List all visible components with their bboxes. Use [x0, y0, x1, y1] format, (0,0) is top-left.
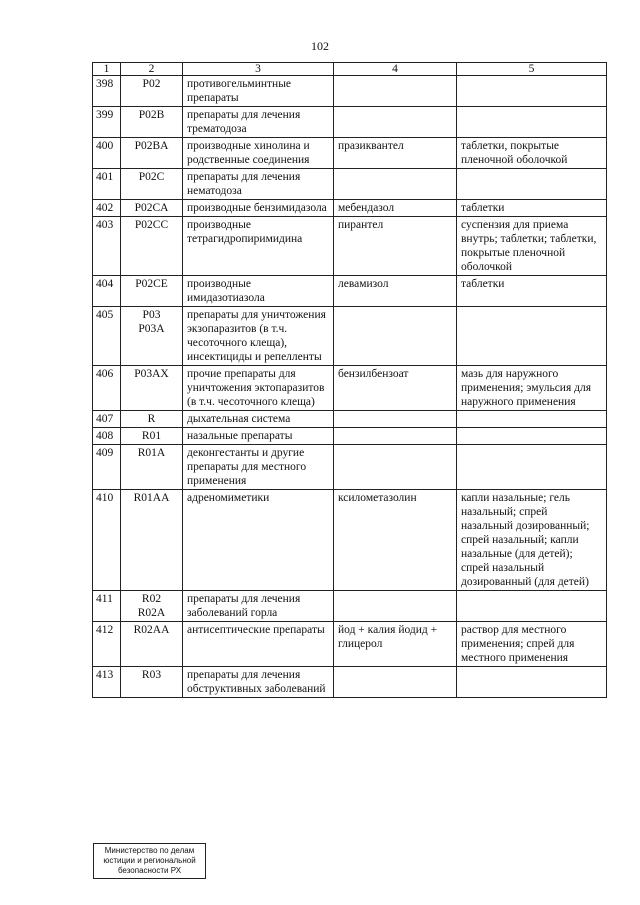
- row-number: 406: [93, 366, 121, 411]
- dosage-form: [457, 428, 607, 445]
- atc-code: R01A: [121, 445, 183, 490]
- table-row: [93, 411, 607, 428]
- row-number: 399: [93, 107, 121, 138]
- drug-name: [334, 591, 457, 622]
- col-header-4: 4: [334, 63, 457, 76]
- dosage-form: [457, 591, 607, 622]
- row-number: 403: [93, 217, 121, 276]
- atc-code: P02CC: [121, 217, 183, 276]
- drug-name: йод + калия йодид + глицерол: [334, 622, 457, 667]
- col-header-1: 1: [93, 63, 121, 76]
- drug-name: левамизол: [334, 276, 457, 307]
- table-row: [93, 490, 607, 591]
- drug-name: бензилбензоат: [334, 366, 457, 411]
- table-row: [93, 169, 607, 200]
- anatomical-group: препараты для лечения трематодоза: [183, 107, 334, 138]
- col-header-5: 5: [457, 63, 607, 76]
- anatomical-group: производные тетрагидропиримидина: [183, 217, 334, 276]
- row-number: 408: [93, 428, 121, 445]
- dosage-form: [457, 445, 607, 490]
- anatomical-group: препараты для лечения нематодоза: [183, 169, 334, 200]
- anatomical-group: деконгестанты и другие препараты для местного применения: [183, 445, 334, 490]
- table-row: [93, 217, 607, 276]
- drug-table: [92, 62, 607, 698]
- anatomical-group: производные бензимидазола: [183, 200, 334, 217]
- table-row: [93, 76, 607, 107]
- dosage-form: таблетки: [457, 200, 607, 217]
- drug-name: [334, 107, 457, 138]
- atc-code: P02BA: [121, 138, 183, 169]
- stamp-line: безопасности РХ: [117, 866, 182, 875]
- dosage-form: [457, 667, 607, 698]
- dosage-form: таблетки: [457, 276, 607, 307]
- dosage-form: мазь для наружного применения; эмульсия для наружного применения: [457, 366, 607, 411]
- table-header-row: [93, 63, 607, 76]
- row-number: 405: [93, 307, 121, 366]
- atc-code: R02 R02A: [121, 591, 183, 622]
- dosage-form: [457, 411, 607, 428]
- drug-name: [334, 428, 457, 445]
- dosage-form: суспензия для приема внутрь; таблетки; таблетки, покрытые пленочной оболочкой: [457, 217, 607, 276]
- table-row: [93, 445, 607, 490]
- col-header-3: 3: [183, 63, 334, 76]
- anatomical-group: производные имидазотиазола: [183, 276, 334, 307]
- atc-code: P02C: [121, 169, 183, 200]
- drug-name: [334, 445, 457, 490]
- row-number: 410: [93, 490, 121, 591]
- atc-code: P02CE: [121, 276, 183, 307]
- dosage-form: капли назальные; гель назальный; спрей назальный дозированный; спрей назальный; капли назальные (для детей); спрей назальный дозированный (для детей): [457, 490, 607, 591]
- drug-name: празиквантел: [334, 138, 457, 169]
- table-row: [93, 107, 607, 138]
- drug-name: мебендазол: [334, 200, 457, 217]
- dosage-form: [457, 76, 607, 107]
- atc-code: P02: [121, 76, 183, 107]
- table-row: [93, 307, 607, 366]
- anatomical-group: производные хинолина и родственные соединения: [183, 138, 334, 169]
- drug-name: [334, 667, 457, 698]
- row-number: 398: [93, 76, 121, 107]
- atc-code: R03: [121, 667, 183, 698]
- anatomical-group: дыхательная система: [183, 411, 334, 428]
- dosage-form: [457, 107, 607, 138]
- anatomical-group: антисептические препараты: [183, 622, 334, 667]
- table-row: [93, 276, 607, 307]
- dosage-form: [457, 307, 607, 366]
- row-number: 407: [93, 411, 121, 428]
- dosage-form: [457, 169, 607, 200]
- row-number: 409: [93, 445, 121, 490]
- drug-name: [334, 307, 457, 366]
- stamp-line: Министерство по делам: [104, 846, 195, 855]
- table-row: [93, 591, 607, 622]
- drug-name: [334, 76, 457, 107]
- atc-code: R02AA: [121, 622, 183, 667]
- table-row: [93, 667, 607, 698]
- row-number: 402: [93, 200, 121, 217]
- row-number: 404: [93, 276, 121, 307]
- row-number: 401: [93, 169, 121, 200]
- drug-name: ксилометазолин: [334, 490, 457, 591]
- dosage-form: раствор для местного применения; спрей для местного применения: [457, 622, 607, 667]
- drug-name: [334, 411, 457, 428]
- atc-code: P02CA: [121, 200, 183, 217]
- anatomical-group: адреномиметики: [183, 490, 334, 591]
- atc-code: R01: [121, 428, 183, 445]
- anatomical-group: препараты для лечения обструктивных заболеваний: [183, 667, 334, 698]
- table-body: [93, 76, 607, 698]
- anatomical-group: препараты для лечения заболеваний горла: [183, 591, 334, 622]
- col-header-2: 2: [121, 63, 183, 76]
- row-number: 400: [93, 138, 121, 169]
- atc-code: R01AA: [121, 490, 183, 591]
- atc-code: P03 P03A: [121, 307, 183, 366]
- anatomical-group: противогельминтные препараты: [183, 76, 334, 107]
- atc-code: P02B: [121, 107, 183, 138]
- table-row: [93, 622, 607, 667]
- table-row: [93, 428, 607, 445]
- atc-code: R: [121, 411, 183, 428]
- page-number: 102: [311, 39, 329, 53]
- drug-name: пирантел: [334, 217, 457, 276]
- table-row: [93, 200, 607, 217]
- dosage-form: таблетки, покрытые пленочной оболочкой: [457, 138, 607, 169]
- row-number: 413: [93, 667, 121, 698]
- atc-code: P03AX: [121, 366, 183, 411]
- table-row: [93, 366, 607, 411]
- row-number: 412: [93, 622, 121, 667]
- row-number: 411: [93, 591, 121, 622]
- anatomical-group: препараты для уничтожения экзопаразитов (в т.ч. чесоточного клеща), инсектициды и репелленты: [183, 307, 334, 366]
- ministry-stamp: [93, 843, 206, 879]
- drug-name: [334, 169, 457, 200]
- anatomical-group: прочие препараты для уничтожения эктопаразитов (в т.ч. чесоточного клеща): [183, 366, 334, 411]
- table-row: [93, 138, 607, 169]
- anatomical-group: назальные препараты: [183, 428, 334, 445]
- stamp-line: юстиции и региональной: [103, 856, 196, 865]
